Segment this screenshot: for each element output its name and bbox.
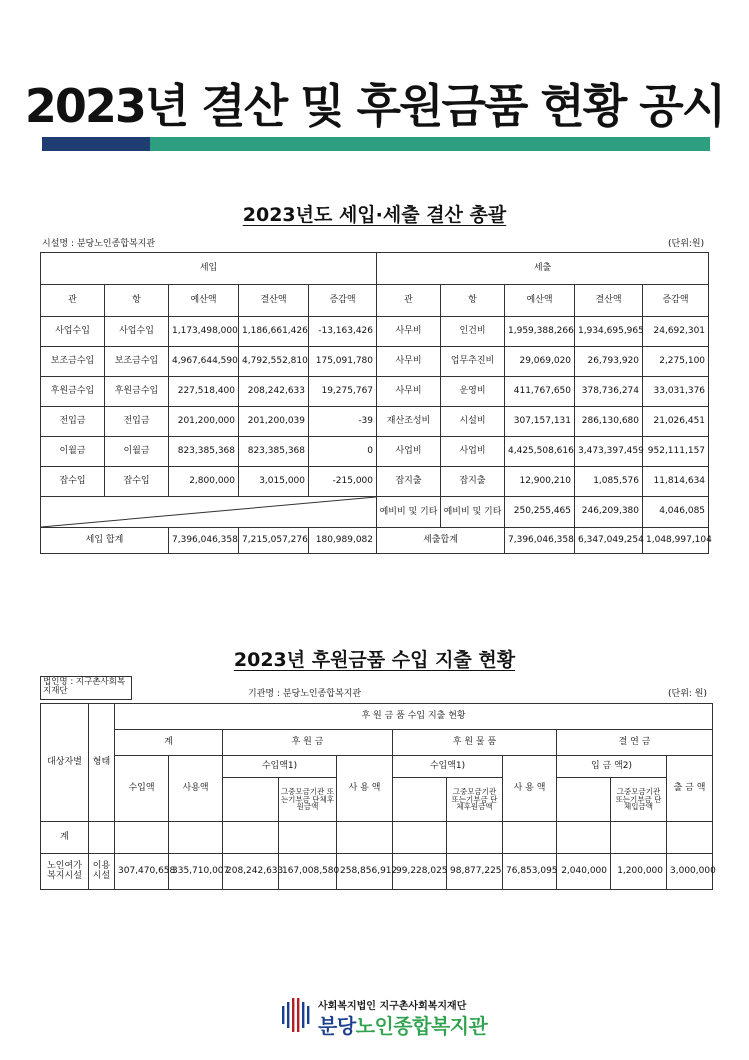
category-cell: 재산조성비 <box>377 407 441 437</box>
amount-cell: 823,385,368 <box>169 437 239 467</box>
target-header: 대상자별 <box>41 704 89 822</box>
empty-cell <box>393 778 447 822</box>
category-cell: 보조금수입 <box>41 347 105 377</box>
category-cell: 잡지출 <box>441 467 505 497</box>
col-header: 증감액 <box>309 285 377 317</box>
col-header: 예산액 <box>505 285 575 317</box>
logo-bar <box>282 1006 284 1024</box>
money-sub-header: 그중모금기관 또는기부금 단체후원금액 <box>279 778 337 822</box>
amount-cell: 11,814,634 <box>643 467 709 497</box>
foundation-name: 사회복지법인 지구촌사회복지재단 <box>318 1001 467 1012</box>
table-row <box>41 347 709 377</box>
spent-header: 사용액 <box>169 756 223 822</box>
amount-cell: 201,200,000 <box>169 407 239 437</box>
unit-label: (단위:원) <box>668 239 705 249</box>
title-underline-teal <box>150 137 710 151</box>
expense-total-actual: 6,347,049,254 <box>575 528 643 554</box>
amount-cell: 952,111,157 <box>643 437 709 467</box>
reserve-hang: 예비비 및 기타 <box>441 497 505 528</box>
corp-name-box: 법인명 : 지구촌사회복지재단 <box>40 676 132 700</box>
settle-sub-header: 그중모금기관 또는기부금 단체입금액 <box>611 778 667 822</box>
amount-cell: 411,767,650 <box>505 377 575 407</box>
amount-cell: 208,242,633 <box>239 377 309 407</box>
value-cell: 76,853,095 <box>503 854 557 890</box>
center-name-part2: 노인종합복지관 <box>355 1014 488 1038</box>
type-cell: 이용 시설 <box>89 854 115 890</box>
logo-bar <box>302 1002 304 1028</box>
sum-label: 계 <box>41 822 89 854</box>
amount-cell: 4,792,552,810 <box>239 347 309 377</box>
diagonal-cell <box>41 497 377 528</box>
goods-use-header: 사 용 액 <box>503 756 557 822</box>
category-cell: 이월금 <box>105 437 169 467</box>
value-cell: 167,008,580 <box>279 854 337 890</box>
value-cell: 3,000,000 <box>667 854 713 890</box>
logo-icon <box>278 995 312 1035</box>
column-header-row <box>41 285 709 317</box>
income-total-diff: 180,989,082 <box>309 528 377 554</box>
table-row <box>41 377 709 407</box>
target-cell: 노인여가 복지시설 <box>41 854 89 890</box>
amount-cell: 19,275,767 <box>309 377 377 407</box>
category-cell: 시설비 <box>441 407 505 437</box>
reserve-budget: 250,255,465 <box>505 497 575 528</box>
logo-bar <box>307 1006 309 1024</box>
empty-cell <box>223 778 279 822</box>
income-total-budget: 7,396,046,358 <box>169 528 239 554</box>
category-cell: 이월금 <box>41 437 105 467</box>
donation-table <box>40 703 716 890</box>
unit-label-2: (단위: 원) <box>668 689 707 699</box>
value-cell: 258,856,912 <box>337 854 393 890</box>
type-header: 형태 <box>89 704 115 822</box>
category-cell: 인건비 <box>441 317 505 347</box>
amount-cell: -13,163,426 <box>309 317 377 347</box>
center-name <box>318 1010 487 1039</box>
org-name: 기관명 : 분당노인종합복지관 <box>248 689 362 699</box>
money-header: 후 원 금 <box>223 730 393 756</box>
col-header: 결산액 <box>239 285 309 317</box>
amount-cell: -39 <box>309 407 377 437</box>
amount-cell: 1,959,388,266 <box>505 317 575 347</box>
amount-cell: 4,967,644,590 <box>169 347 239 377</box>
value-cell: 208,242,633 <box>223 854 279 890</box>
amount-cell: 823,385,368 <box>239 437 309 467</box>
section1-title: 2023년도 세입·세출 결산 총괄 <box>242 204 507 226</box>
amount-cell: 175,091,780 <box>309 347 377 377</box>
table-row <box>41 407 709 437</box>
col-header: 관 <box>41 285 105 317</box>
amount-cell: 29,069,020 <box>505 347 575 377</box>
category-cell: 업무추진비 <box>441 347 505 377</box>
amount-cell: 1,173,498,000 <box>169 317 239 347</box>
reserve-gwan: 예비비 및 기타 <box>377 497 441 528</box>
value-cell: 2,040,000 <box>557 854 611 890</box>
title-underline-dark <box>42 137 150 151</box>
col-header: 항 <box>105 285 169 317</box>
total-header: 계 <box>115 730 223 756</box>
category-cell: 사업수입 <box>41 317 105 347</box>
amount-cell: 227,518,400 <box>169 377 239 407</box>
category-cell: 사업비 <box>377 437 441 467</box>
col-header: 결산액 <box>575 285 643 317</box>
empty-cell <box>557 778 611 822</box>
category-cell: 사업수입 <box>105 317 169 347</box>
category-cell: 전입금 <box>41 407 105 437</box>
amount-cell: 201,200,039 <box>239 407 309 437</box>
table-row <box>41 437 709 467</box>
amount-cell: 1,934,695,965 <box>575 317 643 347</box>
category-cell: 잡수입 <box>105 467 169 497</box>
category-cell: 사무비 <box>377 347 441 377</box>
amount-cell: 307,157,131 <box>505 407 575 437</box>
expense-header: 세출 <box>377 253 709 285</box>
amount-cell: 3,015,000 <box>239 467 309 497</box>
amount-cell: 4,425,508,616 <box>505 437 575 467</box>
income-header: 수입액 <box>115 756 169 822</box>
settle-income-header: 입 금 액2) <box>557 756 667 778</box>
amount-cell: 378,736,274 <box>575 377 643 407</box>
budget-summary-table <box>40 252 712 554</box>
value-cell: 335,710,007 <box>169 854 223 890</box>
value-cell: 307,470,658 <box>115 854 169 890</box>
logo-bar <box>297 998 299 1032</box>
category-cell: 운영비 <box>441 377 505 407</box>
category-cell: 사무비 <box>377 317 441 347</box>
value-cell: 98,877,225 <box>447 854 503 890</box>
data-row <box>41 854 713 890</box>
amount-cell: 24,692,301 <box>643 317 709 347</box>
amount-cell: 3,473,397,459 <box>575 437 643 467</box>
category-cell: 후원금수입 <box>41 377 105 407</box>
table-row <box>41 317 709 347</box>
center-name-part1: 분당 <box>318 1014 356 1038</box>
expense-total-diff: 1,048,997,104 <box>643 528 709 554</box>
reserve-actual: 246,209,380 <box>575 497 643 528</box>
goods-income-header: 수입액1) <box>393 756 503 778</box>
category-cell: 사무비 <box>377 377 441 407</box>
category-cell: 사업비 <box>441 437 505 467</box>
facility-name: 시설명 : 분당노인종합복지관 <box>42 239 156 249</box>
value-cell: 1,200,000 <box>611 854 667 890</box>
category-cell: 전입금 <box>105 407 169 437</box>
expense-total-budget: 7,396,046,358 <box>505 528 575 554</box>
amount-cell: -215,000 <box>309 467 377 497</box>
amount-cell: 33,031,376 <box>643 377 709 407</box>
logo-bar <box>292 998 294 1032</box>
amount-cell: 286,130,680 <box>575 407 643 437</box>
amount-cell: 2,800,000 <box>169 467 239 497</box>
category-cell: 잡지출 <box>377 467 441 497</box>
category-cell: 보조금수입 <box>105 347 169 377</box>
diagonal-line <box>41 497 376 527</box>
col-header: 항 <box>441 285 505 317</box>
category-cell: 후원금수입 <box>105 377 169 407</box>
amount-cell: 12,900,210 <box>505 467 575 497</box>
category-cell: 잡수입 <box>41 467 105 497</box>
amount-cell: 21,026,451 <box>643 407 709 437</box>
amount-cell: 2,275,100 <box>643 347 709 377</box>
income-total-actual: 7,215,057,276 <box>239 528 309 554</box>
col-header: 예산액 <box>169 285 239 317</box>
amount-cell: 1,186,661,426 <box>239 317 309 347</box>
page-title: 2023년 결산 및 후원금품 현황 공시 <box>24 79 725 133</box>
settle-header: 결 연 금 <box>557 730 713 756</box>
settle-out-header: 출 금 액 <box>667 756 713 822</box>
value-cell: 99,228,025 <box>393 854 447 890</box>
amount-cell: 1,085,576 <box>575 467 643 497</box>
amount-cell: 26,793,920 <box>575 347 643 377</box>
reserve-diff: 4,046,085 <box>643 497 709 528</box>
expense-total-label: 세출합계 <box>377 528 505 554</box>
money-use-header: 사 용 액 <box>337 756 393 822</box>
goods-sub-header: 그중모금기관 또는기부금 단체후원금액 <box>447 778 503 822</box>
income-total-label: 세입 합계 <box>41 528 169 554</box>
goods-header: 후 원 물 품 <box>393 730 557 756</box>
amount-cell: 0 <box>309 437 377 467</box>
logo-bar <box>287 1002 289 1028</box>
section2-title: 2023년 후원금품 수입 지출 현황 <box>233 649 516 671</box>
reserve-row <box>41 497 709 528</box>
income-header: 세입 <box>41 253 377 285</box>
money-income-header: 수입액1) <box>223 756 337 778</box>
main-header: 후 원 금 품 수입 지출 현황 <box>115 704 713 730</box>
sum-row <box>41 822 713 854</box>
col-header: 증감액 <box>643 285 709 317</box>
col-header: 관 <box>377 285 441 317</box>
table-row <box>41 467 709 497</box>
total-row <box>41 528 709 554</box>
